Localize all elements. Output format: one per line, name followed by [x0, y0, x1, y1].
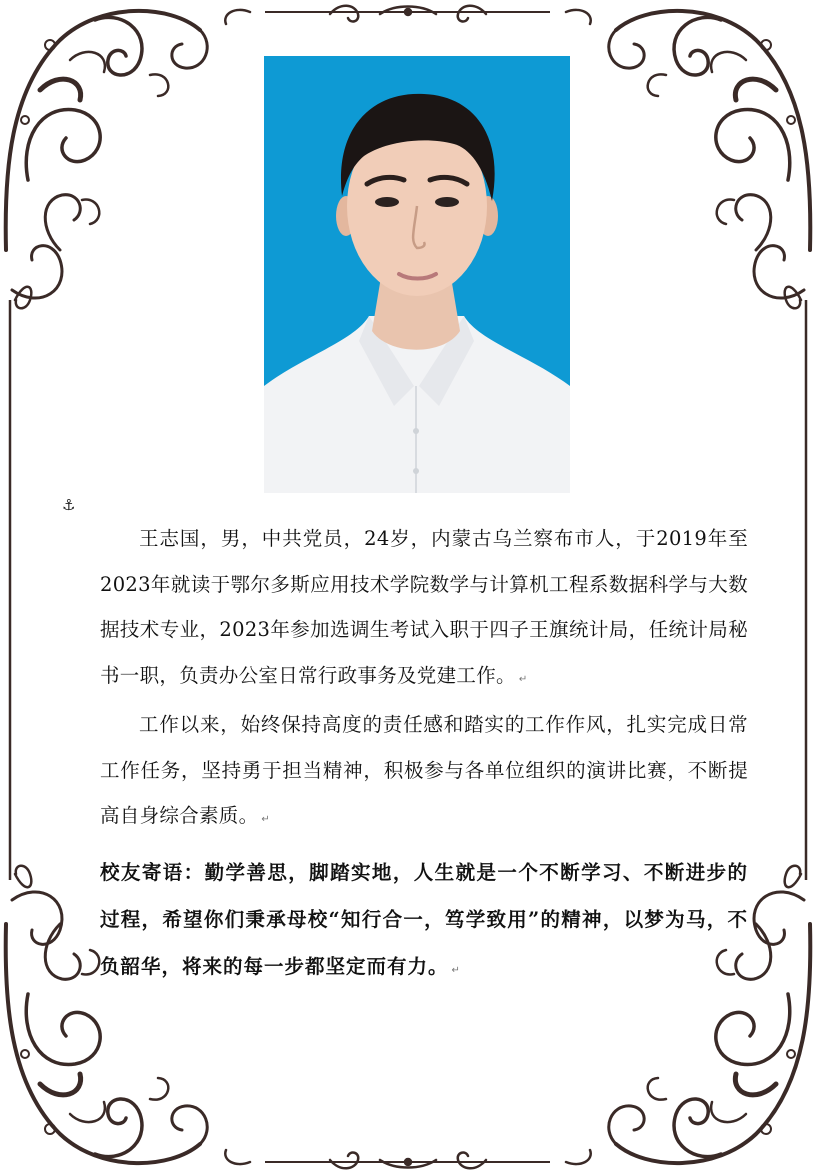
alumni-message	[100, 849, 748, 994]
portrait-photo	[264, 56, 570, 493]
scroll-ornament-icon	[6, 10, 250, 308]
profile-paragraph-2	[100, 702, 748, 843]
profile-body	[100, 516, 748, 994]
profile-paragraph-1	[100, 516, 748, 702]
paragraph-1-text: 王志国，男，中共党员，24岁，内蒙古乌兰察布市人，于2019年至2023年就读于鄂尔多斯应用技术学院数学与计算机工程系数据科学与大数据技术专业，2023年参加选调生考试入职于四子王旗统计局，任统计局秘书一职，负责办公室日常行政事务及党建工作。	[100, 527, 748, 687]
paragraph-mark-icon: ↵	[261, 814, 271, 825]
paragraph-2-text: 工作以来，始终保持高度的责任感和踏实的工作作风，扎实完成日常工作任务，坚持勇于担当精神，积极参与各单位组织的演讲比赛，不断提高自身综合素质。	[100, 713, 748, 827]
paragraph-mark-icon: ↵	[451, 964, 461, 976]
alumni-message-text: 勤学善思，脚踏实地，人生就是一个不断学习、不断进步的过程，希望你们秉承母校“知行合一，笃学致用”的精神，以梦为马，不负韶华，将来的每一步都坚定而有力。	[100, 860, 748, 978]
paragraph-mark-icon: ↵	[518, 673, 528, 685]
person-portrait-icon	[264, 56, 570, 493]
anchor-icon: ⚓	[62, 496, 76, 514]
alumni-message-label: 校友寄语：	[100, 860, 205, 884]
